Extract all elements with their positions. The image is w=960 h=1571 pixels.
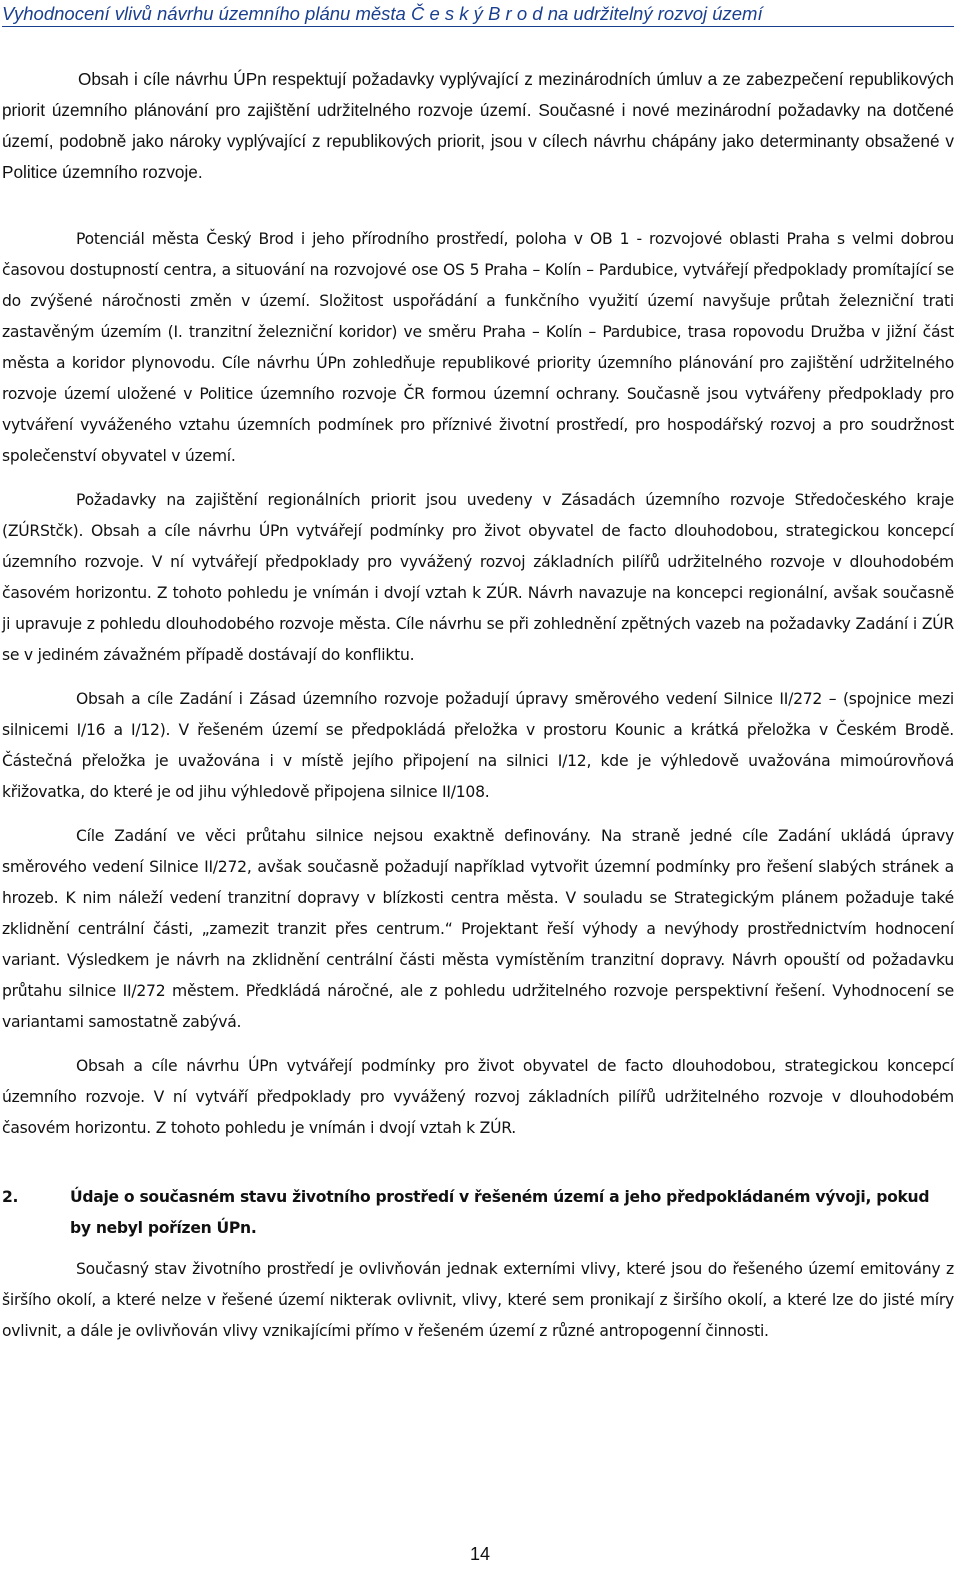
section-number: 2. — [2, 1188, 19, 1206]
paragraph-environment-state: Současný stav životního prostředí je ovlivňován jednak externími vlivy, které jsou do řešeného území emitovány z širšího okolí, a které nelze v řešené území nikterak ovlivnit, vlivy, které sem pronikají z širšího okolí, a které lze do jisté míry ovlivnit, a dále je ovlivňován vlivy vznikajícími přímo v řešeném území z různé antropogenní činnosti. — [2, 1260, 954, 1340]
paragraph-regional-priorities: Požadavky na zajištění regionálních priorit jsou uvedeny v Zásadách územního rozvoje Středočeského kraje (ZÚRStčk). Obsah a cíle návrhu ÚPn vytvářejí podmínky pro život obyvatel de facto dlouhodobou, strategickou koncepcí územního rozvoje. V ní vytvářejí předpoklady pro vyvážený rozvoj základních pilířů udržitelného rozvoje v dlouhodobém časovém horizontu. Z tohoto pohledu je vnímán i dvojí vztah k ZÚR. Návrh navazuje na koncepci regionální, avšak současně ji upravuje z pohledu dlouhodobého rozvoje města. Cíle návrhu se při zohlednění zpětných vazeb na požadavky Zadání i ZÚR se v jediném závažném případě dostávají do konfliktu. — [2, 491, 954, 664]
running-header: Vyhodnocení vlivů návrhu územního plánu města Č e s k ý B r o d na udržitelný rozvoj území — [2, 2, 954, 27]
paragraph-transit-goals: Cíle Zadání ve věci průtahu silnice nejsou exaktně definovány. Na straně jedné cíle Zadání ukládá úpravy směrového vedení Silnice II/272, avšak současně požadují například vytvořit územní podmínky pro řešení slabých stránek a hrozeb. K nim náleží vedení tranzitní dopravy v blízkosti centra města. V souladu se Strategickým plánem požaduje také zklidnění centrální části, „zamezit tranzit přes centrum.“ Projektant řeší výhody a nevýhody prostřednictvím hodnocení variant. Výsledkem je návrh na zklidnění centrální části města vymístěním tranzitní dopravy. Návrh opouští od požadavku průtahu silnice II/272 městem. Předkládá náročné, ale z pohledu udržitelného rozvoje perspektivní řešení. Vyhodnocení se variantami samostatně zabývá. — [2, 827, 954, 1031]
section-heading — [2, 1182, 954, 1244]
section-title: Údaje o současném stavu životního prostředí v řešeném území a jeho předpokládaném vývoji, pokud by nebyl pořízen ÚPn. — [70, 1188, 930, 1237]
paragraph-intro: Obsah i cíle návrhu ÚPn respektují požadavky vyplývající z mezinárodních úmluv a ze zabezpečení republikových priorit územního plánování pro zajištění udržitelného rozvoje území. Současné i nové mezinárodní požadavky na dotčené území, podobně jako nároky vyplývající z republikových priorit, jsou v cílech návrhu chápány jako determinanty obsažené v Politice územního rozvoje. — [2, 69, 954, 182]
paragraph-potential: Potenciál města Český Brod i jeho přírodního prostředí, poloha v OB 1 - rozvojové oblasti Praha s velmi dobrou časovou dostupností centra, a situování na rozvojové ose OS 5 Praha – Kolín – Pardubice, vytvářejí předpoklady promítající se do zvýšené náročnosti změn v území. Složitost uspořádání a funkčního využití území navyšuje průtah železniční trati zastavěným územím (I. tranzitní železniční koridor) ve směru Praha – Kolín – Pardubice, trasa ropovodu Družba v jižní část města a koridor plynovodu. Cíle návrhu ÚPn zohledňuje republikové priority územního plánování pro zajištění udržitelného rozvoje území uložené v Politice územního rozvoje ČR formou územní ochrany. Současně jsou vytvářeny předpoklady pro vytváření vyváženého vztahu územních podmínek pro příznivé životní prostředí, pro hospodářský rozvoj a pro soudržnost společenství obyvatel v území. — [2, 230, 954, 465]
document-body — [2, 224, 954, 1360]
paragraph-road-ii-272: Obsah a cíle Zadání i Zásad územního rozvoje požadují úpravy směrového vedení Silnice II/272 – (spojnice mezi silnicemi I/16 a I/12). V řešeném území se předpokládá přeložka v prostoru Kounic a krátká přeložka v Českém Brodě. Částečná přeložka je uvažována i v místě jejího připojení na silnici I/12, kde je výhledově uvažována mimoúrovňová křižovatka, do které je od jihu výhledově připojena silnice II/108. — [2, 690, 954, 801]
paragraph-conclusion: Obsah a cíle návrhu ÚPn vytvářejí podmínky pro život obyvatel de facto dlouhodobou, strategickou koncepcí územního rozvoje. V ní vytváří předpoklady pro vyvážený rozvoj základních pilířů udržitelného rozvoje v dlouhodobém časovém horizontu. Z tohoto pohledu je vnímán i dvojí vztah k ZÚR. — [2, 1057, 954, 1137]
page-number: 14 — [469, 1544, 491, 1564]
